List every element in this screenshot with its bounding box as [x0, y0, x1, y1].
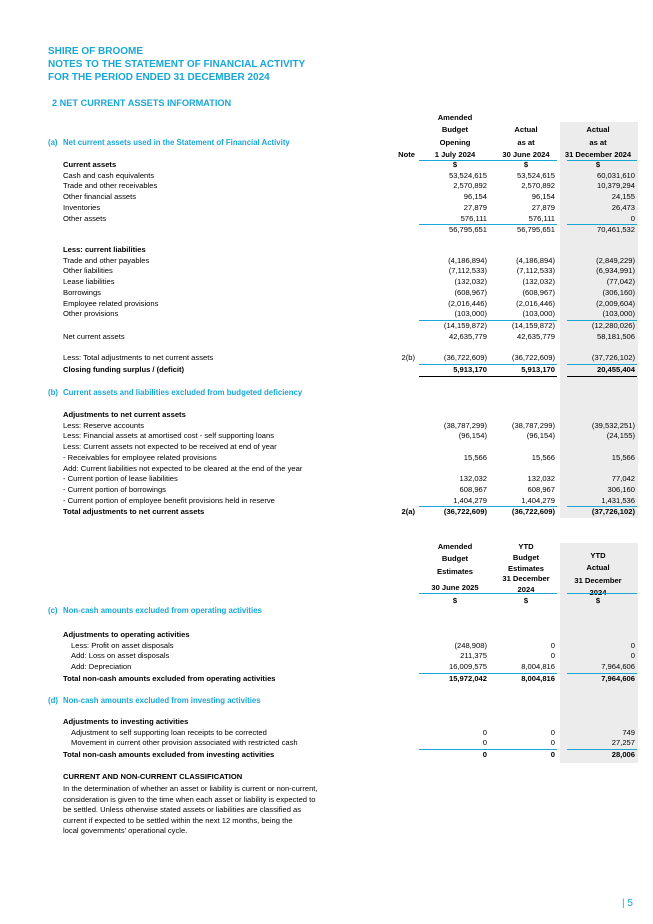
part-b-title: Current assets and liabilities excluded from budgeted deficiency — [63, 388, 303, 397]
row-value: 0 — [550, 651, 555, 661]
row-value: 0 — [630, 640, 635, 650]
row-value: 608,967 — [459, 484, 487, 494]
liability-row: Other liabilities — [63, 266, 113, 276]
row-value: 26,473 — [611, 202, 635, 212]
row-value: 10,379,294 — [596, 181, 635, 191]
row-value: (608,967) — [454, 287, 487, 297]
row-value: 56,795,651 — [516, 225, 555, 235]
asset-row: Other financial assets — [63, 192, 137, 202]
row-value: 56,795,651 — [448, 225, 487, 235]
row-value: (36,722,609) — [511, 353, 555, 362]
total-rule — [419, 376, 489, 377]
col-head-budget: Budget — [441, 125, 469, 135]
row-value: 0 — [482, 727, 487, 737]
row-value: 27,879 — [463, 202, 487, 212]
row-value: (77,042) — [606, 277, 635, 287]
col-head-actual-june: as at — [517, 137, 535, 147]
col-head-actual-dec: Actual — [586, 125, 610, 135]
col2-head-ytd-budget: Estimates — [508, 563, 544, 573]
row-value: (36,722,609) — [443, 507, 487, 517]
classification-text: consideration is given to the time when each asset or liability is expected to — [63, 794, 316, 804]
col-head-actual-dec: as at — [589, 137, 607, 147]
header-period: FOR THE PERIOD ENDED 31 DECEMBER 2024 — [48, 72, 270, 83]
closing-funding: Closing funding surplus / (deficit) — [63, 364, 185, 374]
part-c-marker: (c) — [48, 606, 58, 615]
row-value: 0 — [482, 750, 487, 760]
col2-head-ytd-budget: 31 December — [502, 574, 550, 584]
row-value: 5,913,170 — [453, 364, 487, 374]
col2-head-budget: Estimates — [437, 566, 473, 576]
row-value: (103,000) — [522, 309, 555, 319]
col2-head-budget: Amended — [437, 542, 473, 551]
asset-row: Trade and other receivables — [63, 181, 158, 191]
row-value: 15,566 — [531, 452, 555, 462]
row-value: 0 — [550, 738, 555, 748]
row-value: (608,967) — [522, 287, 555, 297]
col2-head-budget: 30 June 2025 — [431, 583, 479, 592]
row-value: 608,967 — [527, 484, 555, 494]
col2-head-ytd-actual: 2024 — [589, 588, 607, 598]
row-value: 53,524,615 — [516, 170, 555, 180]
part-c-title: Non-cash amounts excluded from operating activities — [63, 606, 262, 615]
row-value: 7,964,606 — [601, 673, 635, 683]
investing-total: Total non-cash amounts excluded from investing activities — [63, 750, 275, 760]
col2-head-budget: Budget — [441, 554, 469, 564]
row-value: 42,635,779 — [448, 331, 487, 341]
total-rule — [487, 376, 557, 377]
row-value: (38,787,299) — [511, 420, 555, 430]
row-value: 70,461,532 — [596, 225, 635, 235]
row-value: (37,726,102) — [591, 507, 635, 517]
row-value: 0 — [482, 738, 487, 748]
adjustment-row: Less: Financial assets at amortised cost - self supporting loans — [63, 431, 275, 441]
row-value: 8,004,816 — [521, 673, 555, 683]
row-value: 5,913,170 — [521, 364, 555, 374]
row-value: 20,455,404 — [596, 364, 635, 374]
operating-adjustment-row: Add: Loss on asset disposals — [71, 651, 170, 661]
row-value: (24,155) — [606, 431, 635, 441]
row-value: (103,000) — [454, 309, 487, 319]
adjustment-row: - Current portion of employee benefit provisions held in reserve — [63, 495, 275, 505]
row-value: 42,635,779 — [516, 331, 555, 341]
row-value: (6,934,991) — [596, 266, 635, 276]
part-b-subtitle: Adjustments to net current assets — [63, 410, 186, 419]
classification-text: In the determination of whether an asset or liability is current or non-current, — [63, 784, 318, 793]
col-head-rule — [567, 593, 637, 594]
col2-head-ytd-actual: YTD — [590, 551, 606, 560]
row-value: 132,032 — [459, 474, 487, 484]
row-value: (96,154) — [458, 431, 487, 441]
row-value: 96,154 — [531, 192, 555, 202]
liability-row: Other provisions — [63, 309, 119, 319]
unit-label: $ — [523, 160, 529, 169]
row-value: (96,154) — [526, 431, 555, 441]
row-value: (4,186,894) — [448, 255, 487, 265]
row-value: (2,016,446) — [516, 298, 555, 308]
unit-label: $ — [595, 596, 601, 605]
investing-adjustment-row: Movement in current other provision associated with restricted cash — [71, 738, 298, 748]
liabilities-label: Less: current liabilities — [63, 245, 146, 254]
row-value: 53,524,615 — [448, 170, 487, 180]
row-value: (7,112,533) — [516, 266, 555, 276]
row-value: (14,159,872) — [511, 320, 555, 330]
adjustment-row: Add: Current liabilities not expected to be cleared at the end of the year — [63, 463, 303, 473]
operating-adjustment-row: Less: Profit on asset disposals — [71, 640, 174, 650]
row-value: 0 — [550, 750, 555, 760]
row-value: (2,849,229) — [596, 255, 635, 265]
col-head-actual-june: Actual — [514, 125, 538, 135]
row-value: 27,257 — [611, 738, 635, 748]
adjustment-row: - Current portion of lease liabilities — [63, 474, 178, 484]
col2-head-ytd-budget: YTD — [518, 542, 534, 551]
unit-label: $ — [523, 596, 529, 605]
row-value: 27,879 — [531, 202, 555, 212]
row-value: 8,004,816 — [521, 662, 555, 672]
row-value: 576,111 — [460, 213, 487, 223]
row-value: (132,032) — [522, 277, 555, 287]
row-value: 7,964,606 — [601, 662, 635, 672]
asset-row: Inventories — [63, 202, 101, 212]
liability-row: Lease liabilities — [63, 277, 115, 287]
col-head-budget: Opening — [439, 137, 471, 147]
current-assets-label: Current assets — [63, 160, 117, 169]
row-value: (2,009,604) — [596, 298, 635, 308]
adjustment-row: Less: Reserve accounts — [63, 420, 145, 430]
row-value: 24,155 — [611, 192, 635, 202]
unit-label: $ — [452, 596, 458, 605]
row-value: (306,160) — [602, 287, 635, 297]
operating-adjustment-row: Add: Depreciation — [71, 662, 132, 672]
classification-text: be settled. Unless otherwise stated assets or liabilities are classified as — [63, 805, 302, 815]
row-value: 1,404,279 — [521, 495, 555, 505]
row-value: (103,000) — [602, 309, 635, 319]
row-value: 306,160 — [607, 484, 635, 494]
col2-head-ytd-actual: Actual — [586, 563, 610, 573]
col2-head-ytd-budget: Budget — [512, 552, 540, 562]
liability-row: Employee related provisions — [63, 298, 159, 308]
row-value: 28,006 — [611, 750, 635, 760]
row-value: 749 — [622, 727, 635, 737]
investing-adjustment-row: Adjustment to self supporting loan receipts to be corrected — [71, 727, 267, 737]
row-value: 96,154 — [463, 192, 487, 202]
row-value: 16,009,575 — [448, 662, 487, 672]
asset-row: Cash and cash equivalents — [63, 170, 155, 180]
page-number: | 5 — [622, 898, 633, 909]
part-d-subtitle: Adjustments to investing activities — [63, 717, 189, 726]
row-value: 0 — [550, 727, 555, 737]
net-current-assets: Net current assets — [63, 331, 125, 341]
col2-head-ytd-budget: 2024 — [517, 585, 535, 595]
row-value: 60,031,610 — [596, 170, 635, 180]
row-value: 132,032 — [527, 474, 555, 484]
row-value: (7,112,533) — [448, 266, 487, 276]
total-adjustments-row: Less: Total adjustments to net current assets — [63, 353, 214, 362]
row-value: (248,908) — [454, 640, 487, 650]
col-head-budget: 1 July 2024 — [434, 149, 476, 159]
row-value: (36,722,609) — [511, 507, 555, 517]
subtotal-rule — [487, 749, 557, 750]
row-value: 0 — [630, 213, 635, 223]
row-value: 1,404,279 — [453, 495, 487, 505]
row-value: (132,032) — [454, 277, 487, 287]
row-value: 1,431,536 — [601, 495, 635, 505]
classification-text: current if expected to be settled within the next 12 months, being the — [63, 815, 293, 825]
col-head-actual-june: 30 June 2024 — [502, 149, 550, 159]
col-head-rule — [419, 593, 489, 594]
header-notes: NOTES TO THE STATEMENT OF FINANCIAL ACTIVITY — [48, 59, 306, 70]
adjustment-row: - Receivables for employee related provisions — [63, 452, 217, 462]
row-value: 15,972,042 — [448, 673, 487, 683]
part-d-marker: (d) — [48, 696, 58, 705]
liability-row: Borrowings — [63, 287, 101, 297]
row-value: 576,111 — [528, 213, 555, 223]
row-value: 77,042 — [611, 474, 635, 484]
row-value: (38,787,299) — [443, 420, 487, 430]
row-value: 0 — [550, 640, 555, 650]
row-value: (14,159,872) — [443, 320, 487, 330]
subtotal-rule — [419, 749, 489, 750]
asset-row: Other assets — [63, 213, 107, 223]
col-head-note: Note — [398, 150, 415, 159]
unit-label: $ — [595, 160, 601, 169]
row-value: (36,722,609) — [443, 353, 487, 362]
adjustment-row: Less: Current assets not expected to be received at end of year — [63, 442, 277, 452]
row-value: (39,532,251) — [591, 420, 635, 430]
row-value: 15,566 — [463, 452, 487, 462]
row-value: 211,375 — [460, 651, 487, 661]
note-ref: 2(a) — [401, 507, 415, 517]
adjustments-total: Total adjustments to net current assets — [63, 507, 205, 517]
row-value: (12,280,026) — [591, 320, 635, 330]
col2-head-ytd-actual: 31 December — [574, 575, 622, 585]
classification-text: local governments' operational cycle. — [63, 826, 188, 836]
col-head-budget: Amended — [437, 113, 473, 122]
classification-title: CURRENT AND NON-CURRENT CLASSIFICATION — [63, 772, 243, 781]
adjustment-row: - Current portion of borrowings — [63, 484, 166, 494]
unit-label: $ — [452, 160, 458, 169]
operating-total: Total non-cash amounts excluded from operating activities — [63, 673, 276, 683]
row-value: 2,570,892 — [521, 181, 555, 191]
col-head-rule — [487, 593, 557, 594]
row-value: 0 — [630, 651, 635, 661]
row-value: (2,016,446) — [448, 298, 487, 308]
part-a-title: Net current assets used in the Statement of Financial Activity — [63, 138, 290, 147]
part-c-subtitle: Adjustments to operating activities — [63, 630, 190, 639]
row-value: 2,570,892 — [453, 181, 487, 191]
col-head-actual-dec: 31 December 2024 — [564, 149, 632, 159]
row-value: (37,726,102) — [591, 353, 635, 362]
part-b-marker: (b) — [48, 388, 58, 397]
row-value: 58,181,506 — [596, 331, 635, 341]
liability-row: Trade and other payables — [63, 255, 150, 265]
note-ref: 2(b) — [401, 353, 415, 362]
total-rule — [567, 376, 637, 377]
row-value: (4,186,894) — [516, 255, 555, 265]
part-d-title: Non-cash amounts excluded from investing activities — [63, 696, 261, 705]
section-title: 2 NET CURRENT ASSETS INFORMATION — [52, 98, 232, 108]
header-shire: SHIRE OF BROOME — [48, 46, 144, 57]
row-value: 15,566 — [611, 452, 635, 462]
part-a-marker: (a) — [48, 138, 58, 147]
